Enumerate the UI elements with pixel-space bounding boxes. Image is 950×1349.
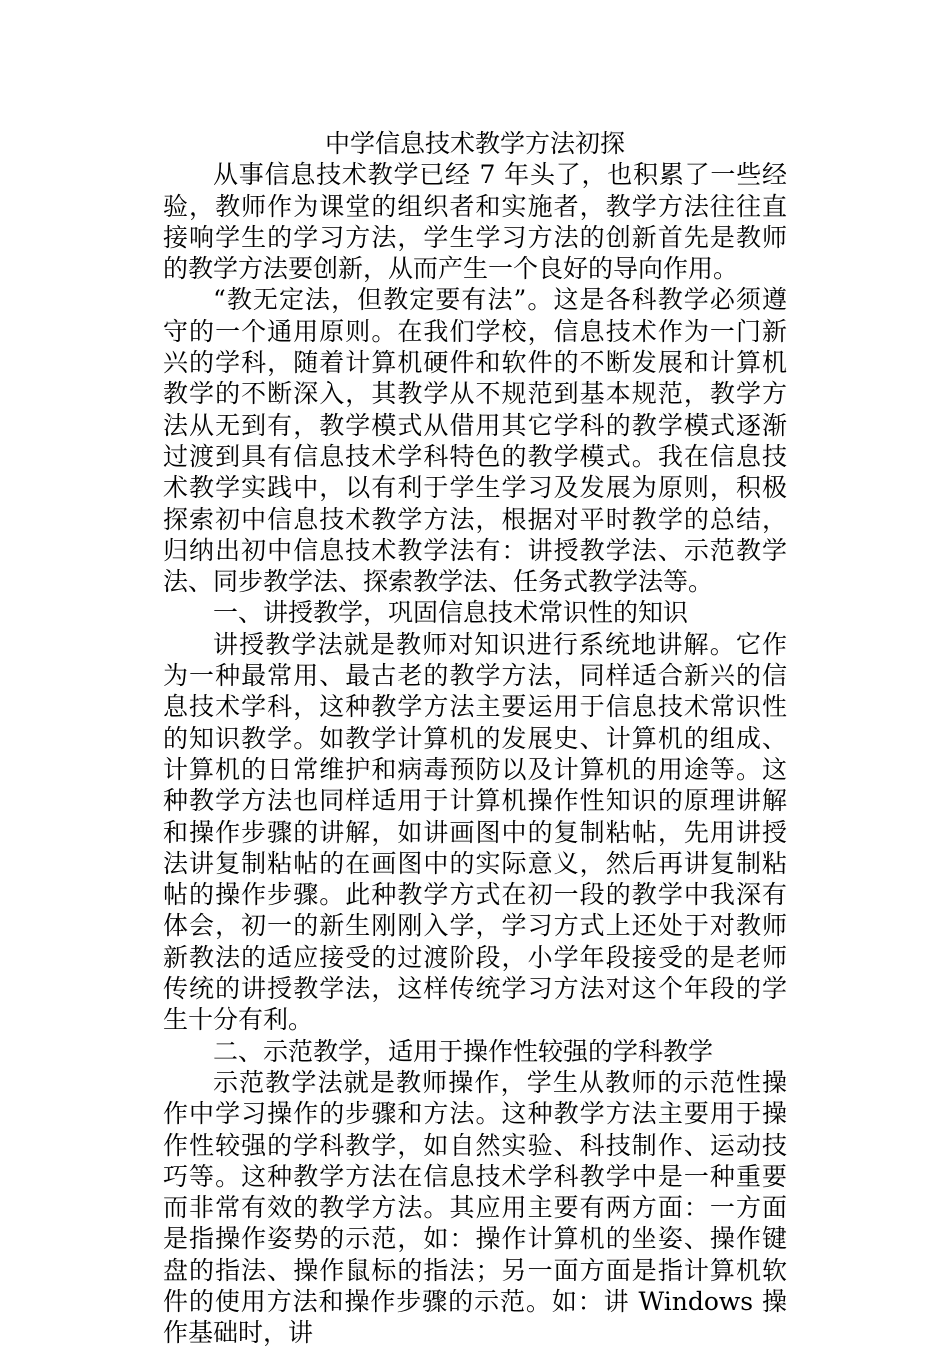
document-title: 中学信息技术教学方法初探 (324, 129, 625, 158)
section-heading-demonstration: 二、示范教学，适用于操作性较强的学科教学 (213, 1036, 714, 1066)
paragraph-principle: “教无定法，但教定要有法”。这是各科教学必须遵守的一个通用原则。在我们学校，信息技术作为一门新兴的学科，随着计算机硬件和软件的不断发展和计算机教学的不断深入，其教学从不规范到基本规范，教学方法从无到有，教学模式从借用其它学科的教学模式逐渐过渡到具有信息技术学科特色的教学模式。我在信息技术教学实践中，以有利于学生学习及发展为原则，积极探索初中信息技术教学方法，根据对平时教学的总结，归纳出初中信息技术教学法有：讲授教学法、示范教学法、同步教学法、探索教学法、任务式教学法等。 (163, 285, 787, 597)
paragraph-lecture: 讲授教学法就是教师对知识进行系统地讲解。它作为一种最常用、最古老的教学方法，同样适合新兴的信息技术学科，这种教学方法主要运用于信息技术常识性的知识教学。如教学计算机的发展史、计算机的组成、计算机的日常维护和病毒预防以及计算机的用途等。这种教学方法也同样适用于计算机操作性知识的原理讲解和操作步骤的讲解，如讲画图中的复制粘帖，先用讲授法讲复制粘帖的在画图中的实际意义，然后再讲复制粘帖的操作步骤。此种教学方式在初一段的教学中我深有体会，初一的新生刚刚入学，学习方式上还处于对教师新教法的适应接受的过渡阶段，小学年段接受的是老师传统的讲授教学法，这样传统学习方法对这个年段的学生十分有利。 (163, 629, 787, 1035)
paragraph-demonstration: 示范教学法就是教师操作，学生从教师的示范性操作中学习操作的步骤和方法。这种教学方法主要用于操作性较强的学科教学，如自然实验、科技制作、运动技巧等。这种教学方法在信息技术学科教学中是一种重要而非常有效的教学方法。其应用主要有两方面：一方面是指操作姿势的示范，如：操作计算机的坐姿、操作键盘的指法、操作鼠标的指法；另一面方面是指计算机软件的使用方法和操作步骤的示范。如：讲 Windows 操作基础时，讲 (163, 1067, 787, 1348)
section-heading-lecture: 一、讲授教学，巩固信息技术常识性的知识 (213, 598, 689, 628)
paragraph-intro: 从事信息技术教学已经 7 年头了，也积累了一些经验，教师作为课堂的组织者和实施者，教学方法往往直接响学生的学习方法，学生学习方法的创新首先是教师的教学方法要创新，从而产生一个良好的导向作用。 (163, 160, 787, 284)
document-page (163, 128, 787, 1349)
